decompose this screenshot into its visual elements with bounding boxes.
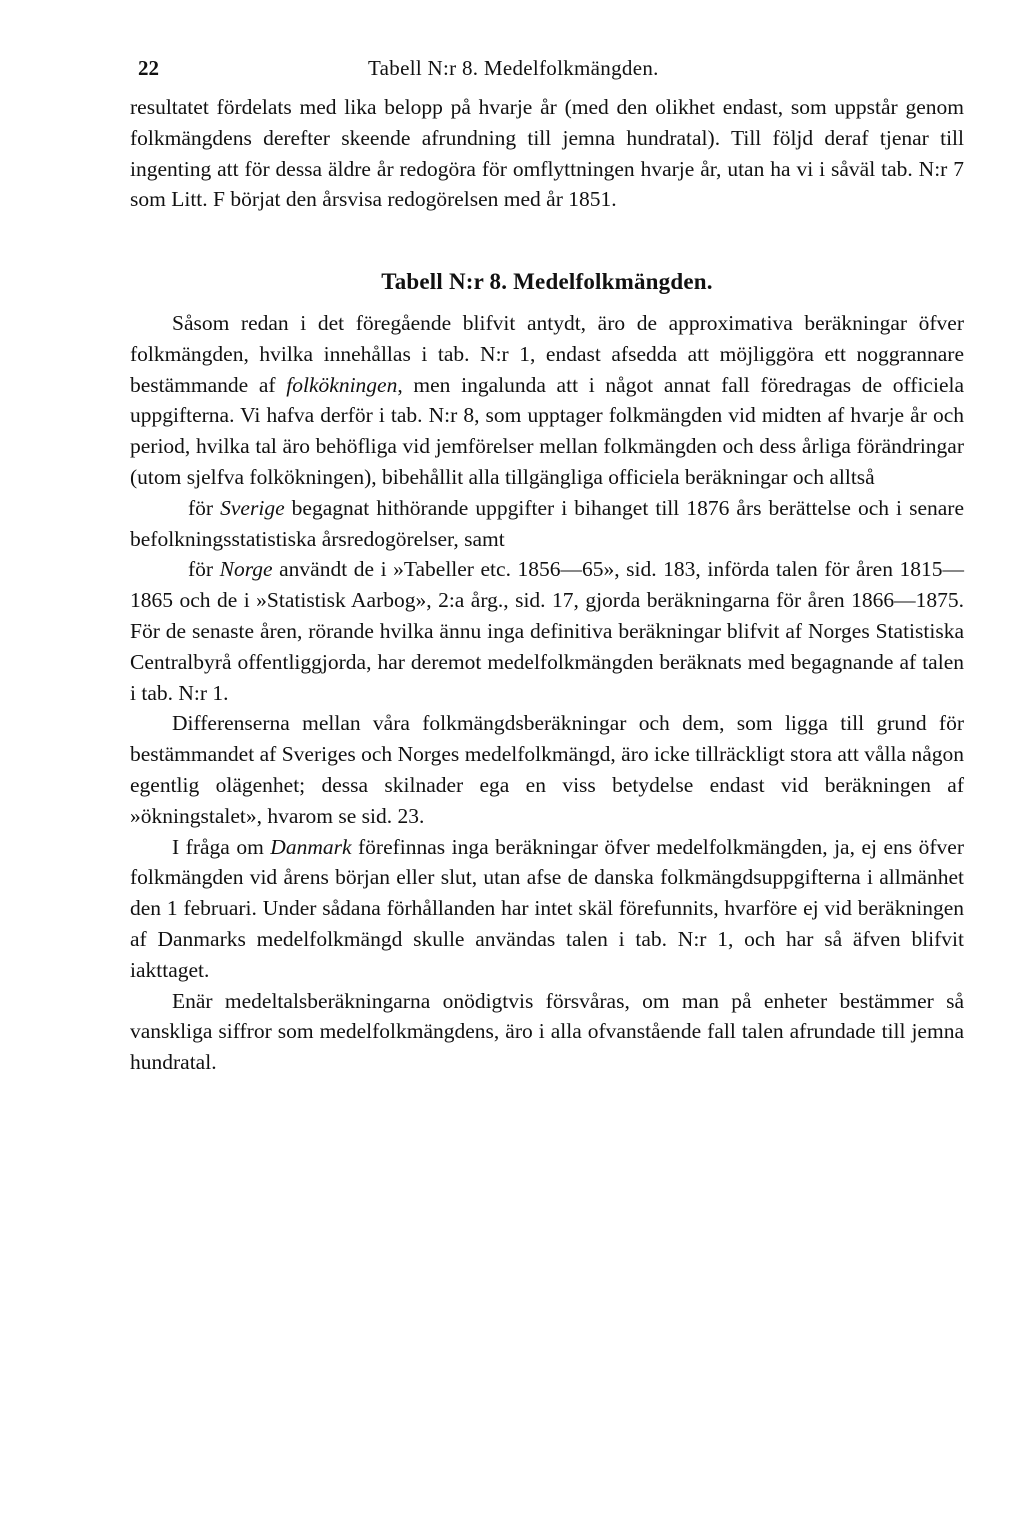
paragraph-1-emphasis: folkökningen — [286, 372, 398, 397]
paragraph-5 — [130, 832, 964, 986]
running-head — [130, 56, 964, 92]
paragraph-3-text-a: för — [188, 557, 220, 582]
paragraph-3-text-b: användt de i »Tabeller etc. 1856—65», sid. 183, införda talen för åren 1815—1865 och de i »Statistisk Aarbog», 2:a årg., sid. 17, gjorda beräkningarna för åren 1866—1875. För de senaste åren, rörande hvilka ännu inga definitiva beräkningar blifvit af Norges Statistiska Centralbyrå offentliggjorda, har deremot medelfolkmängden beräknats med begagnande af talen i tab. N:r 1. — [130, 557, 964, 705]
paragraph-1-text-b: , men ingalunda att i något annat fall föredragas de officiela uppgifterna. Vi hafva derför i tab. N:r 8, som upptager folkmängden vid midten af hvarje år och period, hvilka tal äro behöfliga vid jemförelser mellan folkmängden och dess årliga förändringar (utom sjelfva folkökningen), bibehållit alla tillgängliga officiela beräkningar och alltså — [130, 372, 964, 489]
page-number: 22 — [138, 56, 159, 80]
paragraph-2-text-a: för — [188, 495, 221, 520]
paragraph-2 — [130, 493, 964, 555]
paragraph-1 — [130, 308, 964, 493]
intro-paragraph: resultatet fördelats med lika belopp på hvarje år (med den olikhet endast, som uppstår genom folkmängdens derefter skeende afrundning till jemna hundratal). Till följd deraf tjenar till ingenting att för dessa äldre år redogöra för omflyttningen hvarje år, utan ha vi i såväl tab. N:r 7 som Litt. F börjat den årsvisa redogörelsen med år 1851. — [130, 95, 964, 212]
paragraph-5-text-a: I fråga om — [172, 834, 271, 859]
paragraph-6: Enär medeltalsberäkningarna onödigtvis försvåras, om man på enheter bestämmer så vanskliga siffror som medelfolkmängdens, äro i alla ofvanstående fall talen afrundade till jemna hundratal. — [130, 988, 964, 1075]
paragraph-3 — [130, 554, 964, 708]
paragraph-5-emphasis: Danmark — [270, 834, 352, 859]
paragraph-2-text-b: begagnat hithörande uppgifter i bihanget till 1876 års berättelse och i senare befolkningsstatistiska årsredogörelser, samt — [130, 495, 964, 551]
running-title: Tabell N:r 8. Medelfolkmängden. — [368, 56, 659, 80]
paragraph-2-emphasis: Sverige — [220, 495, 285, 520]
page — [130, 56, 964, 1078]
paragraph-4: Differenserna mellan våra folkmängdsberäkningar och dem, som ligga till grund för bestämmandet af Sveriges och Norges medelfolkmängd, äro icke tillräckligt stora att vålla någon egentlig olägenhet; dessa skilnader ega en viss betydelse endast vid beräkningen af »ökningstalet», hvarom se sid. 23. — [130, 711, 964, 828]
paragraph-5-text-b: förefinnas inga beräkningar öfver medelfolkmängden, ja, ej ens öfver folkmängden vid årens början eller slut, utan afse de danska folkmängdsuppgifterna i allmänhet den 1 februari. Under sådana förhållanden har intet skäl förefunnits, hvarföre ej vid beräkningen af Danmarks medelfolkmängd skulle användas talen i tab. N:r 1, och har så äfven blifvit iakttaget. — [130, 834, 964, 982]
body-text — [130, 92, 964, 1078]
section-heading: Tabell N:r 8. Medelfolkmängden. — [381, 269, 713, 295]
paragraph-3-emphasis: Norge — [219, 557, 273, 582]
paragraph-1-text-a: Såsom redan i det föregående blifvit antydt, äro de approximativa beräkningar öfver folkmängden, hvilka innehållas i tab. N:r 1, endast afsedda att möjliggöra ett noggrannare bestämmande af — [130, 310, 964, 397]
